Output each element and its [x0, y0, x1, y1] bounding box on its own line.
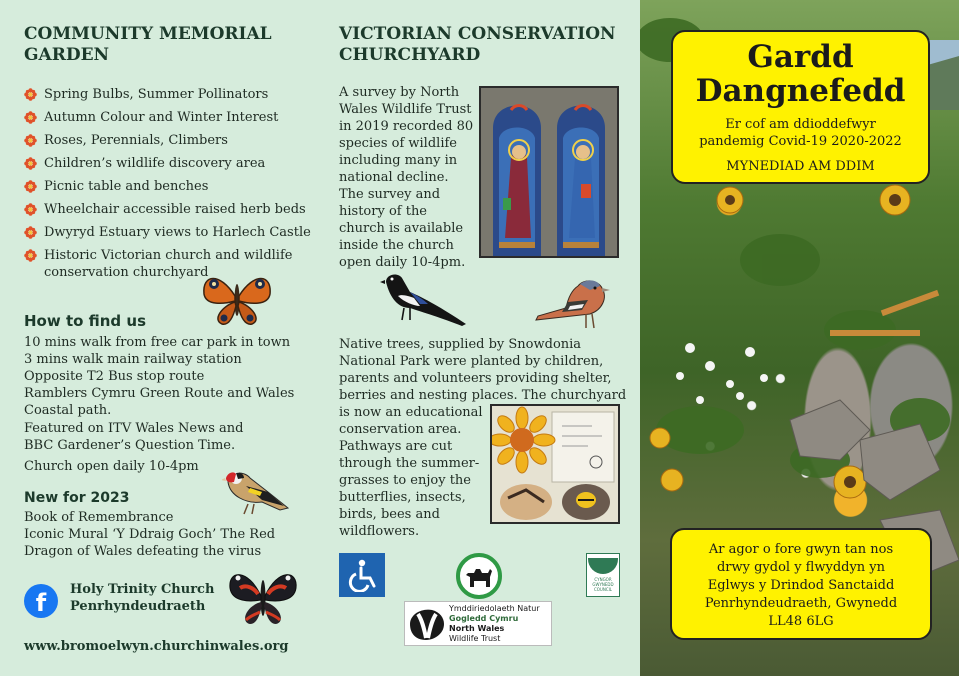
survey-line: open daily 10-4pm.: [339, 255, 466, 270]
opening-line: LL48 6LG: [768, 614, 834, 629]
council-logo-text: CYNGOR GWYNEDD COUNCIL: [592, 577, 614, 592]
find-us-heading: How to find us: [24, 312, 146, 330]
wheelchair-access-icon: [339, 553, 385, 597]
dogs-welcome-icon: [456, 553, 502, 599]
stained-glass-photo: [479, 86, 619, 258]
wildlife-trust-logo: [404, 601, 552, 646]
trust-line: Ymddiriedolaeth Natur: [449, 604, 540, 613]
survey-line: A survey by North: [339, 85, 460, 100]
direction-line: 3 mins walk main railway station: [24, 352, 242, 367]
direction-line: Ramblers Cymru Green Route and Wales Coastal path.: [24, 386, 295, 418]
direction-line: 10 mins walk from free car park in town: [24, 335, 291, 350]
trees-line: parents and volunteers providing shelter,: [339, 371, 612, 386]
survey-line: inside the church: [339, 238, 454, 253]
opening-line: Penrhyndeudraeth, Gwynedd: [704, 596, 898, 611]
flower-bullet-icon: [24, 226, 37, 239]
survey-line: church is available: [339, 221, 464, 236]
stained-glass-image: [481, 88, 617, 256]
survey-line: history of the: [339, 204, 428, 219]
facebook-icon[interactable]: f: [24, 584, 58, 618]
survey-line: Wales Wildlife Trust: [339, 102, 472, 117]
garden-name-line-1: Gardd: [747, 39, 854, 75]
trees-line: is now an educational: [339, 405, 483, 420]
list-item: [24, 86, 314, 103]
feature-text: Children’s wildlife discovery area: [44, 156, 266, 171]
flower-bullet-icon: [24, 203, 37, 216]
right-panel: [640, 0, 959, 676]
garden-title: COMMUNITY MEMORIAL GARDEN: [24, 24, 272, 65]
flower-bullet-icon: [24, 157, 37, 170]
featured-text: Featured on ITV Wales News and BBC Gardener’s Question Time.: [24, 421, 244, 453]
feature-text: Spring Bulbs, Summer Pollinators: [44, 87, 269, 102]
new-item-line: Book of Remembrance: [24, 510, 174, 525]
survey-text: [339, 84, 489, 271]
website-link[interactable]: www.bromoelwyn.churchinwales.org: [24, 639, 289, 654]
trees-line: berries and nesting places. The churchyard: [339, 388, 627, 403]
trust-line: Wildlife Trust: [449, 634, 501, 643]
free-entry-label: MYNEDIAD AM DDIM: [726, 159, 875, 174]
trees-line: through the summer-: [339, 456, 480, 471]
survey-line: in 2019 recorded 80: [339, 119, 474, 134]
flower-bullet-icon: [24, 249, 37, 262]
trees-line: National Park were planted by children,: [339, 354, 604, 369]
flower-bullet-icon: [24, 180, 37, 193]
trust-line: North Wales: [449, 624, 505, 633]
chaffinch-image: [532, 276, 618, 334]
magpie-image: [380, 268, 468, 330]
survey-line: including many in: [339, 153, 458, 168]
survey-line: national decline.: [339, 170, 449, 185]
survey-line: The survey and: [339, 187, 441, 202]
new-for-2023-heading: New for 2023: [24, 490, 130, 506]
trees-line: Native trees, supplied by Snowdonia: [339, 337, 582, 352]
list-item: [24, 109, 314, 126]
list-item: [24, 155, 314, 172]
facebook-name-line: Penrhyndeudraeth: [70, 599, 206, 614]
trees-line: conservation area.: [339, 422, 462, 437]
trees-line: Pathways are cut: [339, 439, 453, 454]
new-item-line: Dragon of Wales defeating the virus: [24, 544, 262, 559]
feature-text: Wheelchair accessible raised herb beds: [44, 202, 306, 217]
dedication-line: Er cof am ddioddefwyr: [725, 117, 876, 132]
feature-text: Picnic table and benches: [44, 179, 209, 194]
churchyard-title: VICTORIAN CONSERVATION CHURCHYARD: [339, 24, 616, 65]
trees-line: butterflies, insects,: [339, 490, 466, 505]
dog-icon: [464, 563, 494, 589]
feature-text: Dwyryd Estuary views to Harlech Castle: [44, 225, 311, 240]
peacock-butterfly-image: [200, 268, 274, 330]
flower-bullet-icon: [24, 111, 37, 124]
flower-bullet-icon: [24, 88, 37, 101]
red-admiral-butterfly-image: [226, 566, 300, 628]
opening-line: Ar agor o fore gwyn tan nos: [708, 542, 894, 557]
church-open-text: Church open daily 10-4pm: [24, 459, 199, 474]
list-item: [24, 178, 314, 195]
new-item-line: Iconic Mural ‘Y Ddraig Goch’ The Red: [24, 527, 276, 542]
opening-line: Eglwys y Drindod Sanctaidd: [707, 578, 895, 593]
feature-text: Autumn Colour and Winter Interest: [44, 110, 279, 125]
feature-list: [24, 86, 314, 287]
gwynedd-council-logo: [586, 553, 620, 597]
list-item: [24, 201, 314, 218]
directions-block: [24, 334, 314, 419]
middle-panel: [318, 0, 640, 676]
list-item: [24, 224, 314, 241]
feature-text: Roses, Perennials, Climbers: [44, 133, 228, 148]
flower-bullet-icon: [24, 134, 37, 147]
childrens-art-image: [492, 406, 618, 522]
trees-line: birds, bees and: [339, 507, 440, 522]
badger-icon: [408, 606, 446, 642]
wheelchair-icon: [345, 558, 379, 592]
opening-info-box: [670, 528, 932, 640]
left-panel: [0, 0, 318, 676]
facebook-name-line: Holy Trinity Church: [70, 582, 215, 597]
survey-line: species of wildlife: [339, 136, 457, 151]
trust-line: Gogledd Cymru: [449, 614, 519, 623]
childrens-art-photo: [490, 404, 620, 524]
opening-line: drwy gydol y flwyddyn yn: [716, 560, 886, 575]
feature-text: Historic Victorian church and wildlife conservation churchyard: [44, 248, 293, 280]
trees-line: wildflowers.: [339, 524, 420, 539]
title-box: [671, 30, 930, 184]
trees-line: grasses to enjoy the: [339, 473, 471, 488]
direction-line: Opposite T2 Bus stop route: [24, 369, 205, 384]
new-items-block: [24, 509, 304, 560]
list-item: [24, 132, 314, 149]
garden-name-line-2: Dangnefedd: [695, 73, 906, 109]
dedication-line: pandemig Covid-19 2020-2022: [699, 134, 902, 149]
facebook-page-name[interactable]: [70, 581, 214, 615]
